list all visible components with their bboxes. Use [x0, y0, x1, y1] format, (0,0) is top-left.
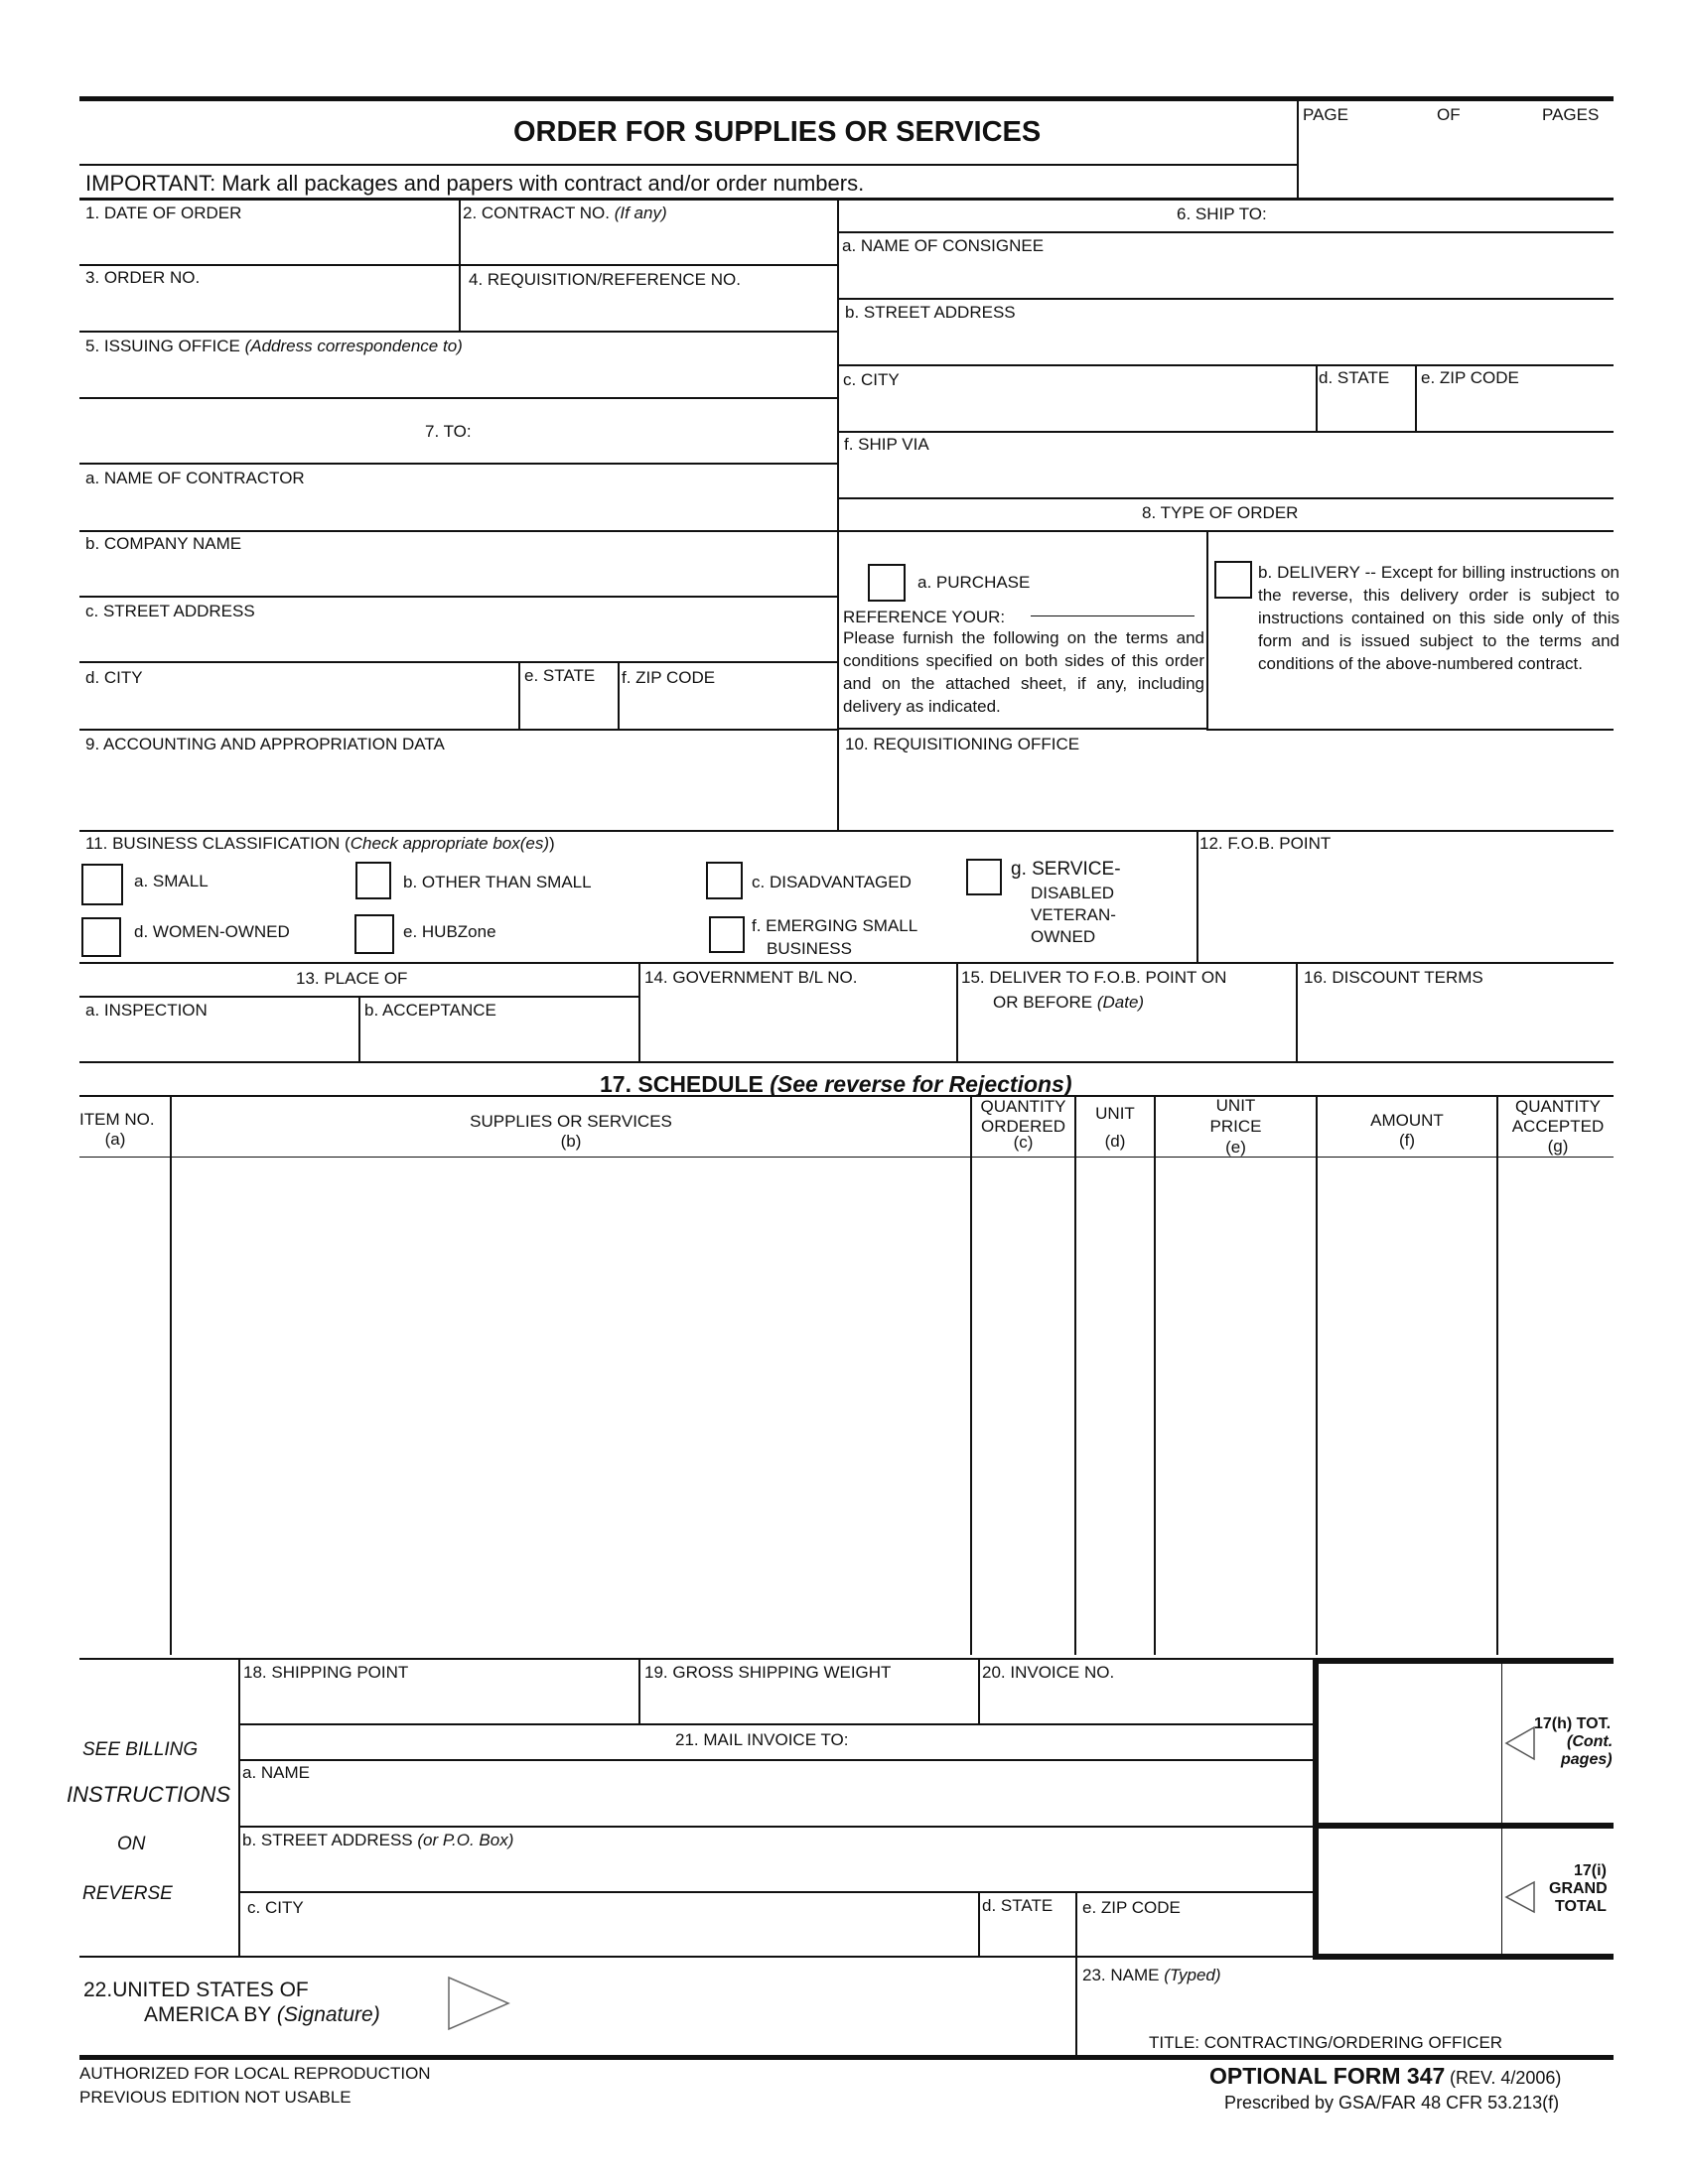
officer-title-label: TITLE: CONTRACTING/ORDERING OFFICER: [1149, 2033, 1503, 2052]
issuing-office-text: 5. ISSUING OFFICE: [85, 337, 240, 355]
business-classification-text: 11. BUSINESS CLASSIFICATION (: [85, 834, 351, 853]
ship-zip-label: e. ZIP CODE: [1421, 368, 1519, 387]
footer-authorized: AUTHORIZED FOR LOCAL REPRODUCTION: [79, 2064, 431, 2083]
footer-previous-edition: PREVIOUS EDITION NOT USABLE: [79, 2088, 352, 2107]
col-unit-price-label-2: PRICE: [1209, 1117, 1262, 1136]
col-qty-ordered-header: [972, 1097, 1074, 1153]
contractor-state-label: e. STATE: [524, 666, 596, 685]
see-billing-line-3: ON: [117, 1834, 146, 1854]
total-cont-pages-field[interactable]: [1323, 1668, 1497, 1819]
united-states-label-2: [144, 2003, 380, 2027]
invoice-street-field[interactable]: [242, 1852, 1311, 1888]
business-classification-close: ): [549, 834, 555, 853]
united-states-note: (Signature): [276, 2003, 380, 2026]
fob-point-label: 12. F.O.B. POINT: [1199, 834, 1332, 853]
col-unit-price-label-1: UNIT: [1215, 1096, 1256, 1115]
contractor-city-label: d. CITY: [85, 668, 143, 687]
ship-city-label: c. CITY: [843, 370, 900, 389]
inspection-label: a. INSPECTION: [85, 1001, 208, 1020]
consignee-label: a. NAME OF CONSIGNEE: [842, 236, 1045, 255]
invoice-street-label: [242, 1831, 513, 1850]
page-label: PAGE: [1303, 105, 1348, 124]
col-unit-letter: (d): [1104, 1132, 1126, 1151]
discount-terms-label: 16. DISCOUNT TERMS: [1304, 968, 1483, 987]
important-notice: IMPORTANT: Mark all packages and papers with contract and/or order numbers.: [85, 171, 865, 196]
women-owned-checkbox[interactable]: [81, 917, 121, 957]
pages-label: PAGES: [1542, 105, 1600, 124]
invoice-street-note: (or P.O. Box): [417, 1831, 514, 1849]
service-disabled-label-1: g. SERVICE-: [1011, 859, 1121, 880]
consignee-field[interactable]: [842, 258, 1611, 296]
col-qty-ordered-label-2: ORDERED: [980, 1117, 1065, 1136]
footer-form-name: OPTIONAL FORM 347: [1209, 2063, 1446, 2089]
date-of-order-field[interactable]: [83, 224, 455, 262]
page-number-field[interactable]: [1301, 127, 1430, 187]
col-unit-price-header: [1156, 1095, 1316, 1158]
contractor-street-field[interactable]: [83, 623, 834, 659]
gross-weight-label: 19. GROSS SHIPPING WEIGHT: [644, 1663, 892, 1682]
type-of-order-label: 8. TYPE OF ORDER: [1142, 503, 1299, 522]
ship-zip-field[interactable]: [1419, 391, 1611, 429]
date-of-order-label: 1. DATE OF ORDER: [85, 204, 242, 222]
disadvantaged-label: c. DISADVANTAGED: [752, 873, 912, 891]
requisitioning-office-label: 10. REQUISITIONING OFFICE: [845, 735, 1080, 753]
invoice-street-text: b. STREET ADDRESS: [242, 1831, 413, 1849]
signature-field[interactable]: [516, 1964, 1072, 2051]
ship-state-label: d. STATE: [1319, 368, 1390, 387]
service-disabled-label-4: OWNED: [1031, 927, 1096, 946]
col-unit-label: UNIT: [1095, 1104, 1135, 1123]
total-pages-field[interactable]: [1460, 127, 1609, 187]
issuing-office-label: [85, 337, 463, 356]
place-of-label: 13. PLACE OF: [296, 969, 408, 988]
hubzone-label: e. HUBZone: [403, 922, 496, 941]
order-no-label: 3. ORDER NO.: [85, 268, 201, 287]
deliver-by-label-2: [993, 993, 1144, 1013]
united-states-text: AMERICA BY: [144, 2003, 271, 2026]
schedule-unit-cell[interactable]: [1077, 1160, 1153, 1652]
see-billing-line-4: REVERSE: [82, 1883, 173, 1904]
emerging-small-label-2: BUSINESS: [767, 939, 852, 958]
business-classification-label: [85, 834, 555, 854]
contractor-zip-field[interactable]: [622, 689, 834, 727]
contractor-name-label: a. NAME OF CONTRACTOR: [85, 469, 305, 487]
col-supplies-header: [172, 1112, 970, 1152]
typed-name-label: [1082, 1966, 1221, 1985]
col-item-no-label: ITEM NO.: [79, 1110, 155, 1129]
issuing-office-field[interactable]: [83, 357, 834, 395]
discount-terms-field[interactable]: [1301, 993, 1611, 1058]
invoice-state-label: d. STATE: [982, 1896, 1054, 1915]
gross-weight-field[interactable]: [643, 1686, 975, 1721]
shipping-point-label: 18. SHIPPING POINT: [243, 1663, 409, 1682]
typed-name-text: 23. NAME: [1082, 1966, 1160, 1984]
schedule-title-text: 17. SCHEDULE: [600, 1071, 764, 1097]
contract-no-label: [463, 204, 667, 223]
col-amount-letter: (f): [1398, 1131, 1416, 1150]
other-than-small-checkbox[interactable]: [355, 862, 391, 899]
form-title: ORDER FOR SUPPLIES OR SERVICES: [513, 116, 1042, 148]
accounting-data-field[interactable]: [83, 756, 834, 826]
shipping-point-field[interactable]: [242, 1686, 635, 1721]
col-qty-accepted-letter: (g): [1547, 1137, 1569, 1156]
business-classification-note: Check appropriate box(es): [350, 834, 550, 853]
small-label: a. SMALL: [134, 872, 209, 890]
invoice-no-field[interactable]: [983, 1686, 1311, 1721]
mail-invoice-label: 21. MAIL INVOICE TO:: [675, 1730, 849, 1749]
to-label: 7. TO:: [425, 422, 472, 441]
deliver-by-text: OR BEFORE: [993, 993, 1093, 1012]
service-disabled-label-3: VETERAN-: [1031, 905, 1116, 924]
requisitioning-office-field[interactable]: [842, 756, 1611, 826]
footer-form-rev: (REV. 4/2006): [1450, 2068, 1562, 2088]
purchase-checkbox[interactable]: [868, 564, 906, 602]
company-name-label: b. COMPANY NAME: [85, 534, 242, 553]
invoice-zip-label: e. ZIP CODE: [1082, 1898, 1181, 1917]
contractor-zip-label: f. ZIP CODE: [622, 668, 716, 687]
total-cont-pages-label-3: pages): [1561, 1751, 1613, 1768]
grand-total-label-2: GRAND: [1549, 1880, 1608, 1897]
footer-form-id: [1209, 2063, 1562, 2089]
total-cont-pages-label-1: 17(h) TOT.: [1534, 1715, 1612, 1732]
delivery-instructions: b. DELIVERY -- Except for billing instructions on the reverse, this delivery order is subject to instructions contained on this side only of this form and is issued subject to the terms and conditions of the above-numbered contract.: [1258, 563, 1619, 673]
schedule-item-no-cell[interactable]: [79, 1160, 169, 1652]
hubzone-checkbox[interactable]: [354, 914, 394, 954]
col-unit-header: [1076, 1100, 1154, 1156]
schedule-amount-cell[interactable]: [1319, 1160, 1495, 1652]
col-qty-accepted-label-1: QUANTITY: [1515, 1097, 1601, 1116]
united-states-label-1: 22.UNITED STATES OF: [83, 1979, 309, 2001]
see-billing-line-2: INSTRUCTIONS: [67, 1782, 230, 1807]
requisition-no-label: 4. REQUISITION/REFERENCE NO.: [469, 270, 741, 289]
col-item-no-letter: (a): [104, 1130, 126, 1149]
delivery-checkbox[interactable]: [1214, 561, 1252, 599]
col-qty-accepted-label-2: ACCEPTED: [1511, 1117, 1605, 1136]
col-unit-price-letter: (e): [1225, 1138, 1246, 1157]
purchase-instructions: Please furnish the following on the terms and conditions specified on both sides of this order and on the attached sheet, if any, including delivery as indicated.: [843, 628, 1204, 716]
disadvantaged-checkbox[interactable]: [706, 862, 743, 899]
company-name-field[interactable]: [83, 556, 834, 594]
deliver-by-field[interactable]: [961, 1017, 1293, 1058]
service-disabled-checkbox[interactable]: [966, 859, 1002, 895]
small-checkbox[interactable]: [81, 864, 123, 905]
purchase-label: a. PURCHASE: [917, 573, 1031, 592]
typed-name-note: (Typed): [1164, 1966, 1221, 1984]
service-disabled-label-2: DISABLED: [1031, 884, 1115, 902]
col-qty-ordered-letter: (c): [1013, 1133, 1034, 1152]
grand-total-label-1: 17(i): [1574, 1862, 1607, 1879]
contractor-state-field[interactable]: [522, 689, 614, 727]
order-no-field[interactable]: [83, 290, 455, 328]
total-cont-pages-arrow-icon: [1504, 1725, 1536, 1761]
fob-point-field[interactable]: [1201, 856, 1611, 959]
invoice-city-label: c. CITY: [247, 1898, 304, 1917]
ship-to-label: 6. SHIP TO:: [1177, 205, 1267, 223]
col-qty-accepted-header: [1498, 1097, 1618, 1157]
schedule-qty-ordered-cell[interactable]: [973, 1160, 1072, 1652]
ship-via-label: f. SHIP VIA: [844, 435, 929, 454]
requisition-no-field[interactable]: [463, 290, 834, 328]
schedule-supplies-cell[interactable]: [173, 1160, 969, 1652]
acceptance-label: b. ACCEPTANCE: [364, 1001, 496, 1020]
emerging-small-checkbox[interactable]: [709, 916, 745, 953]
government-bl-label: 14. GOVERNMENT B/L NO.: [644, 968, 858, 987]
signature-arrow-icon: [447, 1976, 510, 2031]
invoice-zip-field[interactable]: [1080, 1920, 1311, 1954]
invoice-no-label: 20. INVOICE NO.: [982, 1663, 1115, 1682]
col-qty-ordered-label-1: QUANTITY: [980, 1097, 1066, 1116]
col-amount-label: AMOUNT: [1370, 1111, 1444, 1130]
ship-city-field[interactable]: [842, 391, 1311, 429]
contractor-name-field[interactable]: [83, 490, 834, 528]
emerging-small-label-1: f. EMERGING SMALL: [752, 916, 918, 935]
col-item-no-header: [79, 1110, 155, 1150]
deliver-by-label-1: 15. DELIVER TO F.O.B. POINT ON: [961, 968, 1227, 987]
grand-total-arrow-icon: [1504, 1880, 1536, 1914]
of-label: OF: [1437, 105, 1461, 124]
invoice-state-field[interactable]: [982, 1920, 1071, 1954]
ship-state-field[interactable]: [1320, 391, 1411, 429]
accounting-data-label: 9. ACCOUNTING AND APPROPRIATION DATA: [85, 735, 445, 753]
contract-no-field[interactable]: [463, 224, 834, 262]
contract-no-text: 2. CONTRACT NO.: [463, 204, 610, 222]
reference-your-field[interactable]: [1031, 596, 1195, 615]
footer-prescribed: Prescribed by GSA/FAR 48 CFR 53.213(f): [1224, 2093, 1560, 2113]
issuing-office-note: (Address correspondence to): [244, 337, 463, 355]
acceptance-field[interactable]: [363, 1023, 635, 1059]
schedule-title-note: (See reverse for Rejections): [770, 1071, 1072, 1097]
total-cont-pages-label-2: (Cont.: [1567, 1733, 1614, 1750]
schedule-qty-accepted-cell[interactable]: [1499, 1160, 1614, 1652]
contractor-street-label: c. STREET ADDRESS: [85, 602, 255, 620]
deliver-by-note: (Date): [1096, 993, 1145, 1012]
typed-name-field[interactable]: [1082, 1987, 1609, 2031]
ship-street-label: b. STREET ADDRESS: [845, 303, 1016, 322]
government-bl-field[interactable]: [643, 993, 953, 1058]
invoice-name-field[interactable]: [242, 1785, 1311, 1823]
women-owned-label: d. WOMEN-OWNED: [134, 922, 290, 941]
col-supplies-letter: (b): [560, 1132, 582, 1151]
ship-street-field[interactable]: [842, 324, 1611, 361]
other-than-small-label: b. OTHER THAN SMALL: [403, 873, 592, 891]
reference-your-label: REFERENCE YOUR:: [843, 608, 1006, 626]
schedule-title: [600, 1071, 1072, 1097]
contractor-city-field[interactable]: [83, 689, 514, 727]
see-billing-line-1: SEE BILLING: [82, 1739, 199, 1760]
schedule-unit-price-cell[interactable]: [1157, 1160, 1314, 1652]
contract-no-note: (If any): [614, 204, 667, 222]
invoice-city-field[interactable]: [242, 1920, 975, 1954]
ship-via-field[interactable]: [842, 457, 1611, 494]
col-supplies-label: SUPPLIES OR SERVICES: [470, 1112, 672, 1131]
col-amount-header: [1318, 1111, 1496, 1151]
inspection-field[interactable]: [83, 1023, 355, 1059]
grand-total-field[interactable]: [1323, 1833, 1497, 1950]
invoice-name-label: a. NAME: [242, 1763, 311, 1782]
grand-total-label-3: TOTAL: [1555, 1898, 1607, 1915]
